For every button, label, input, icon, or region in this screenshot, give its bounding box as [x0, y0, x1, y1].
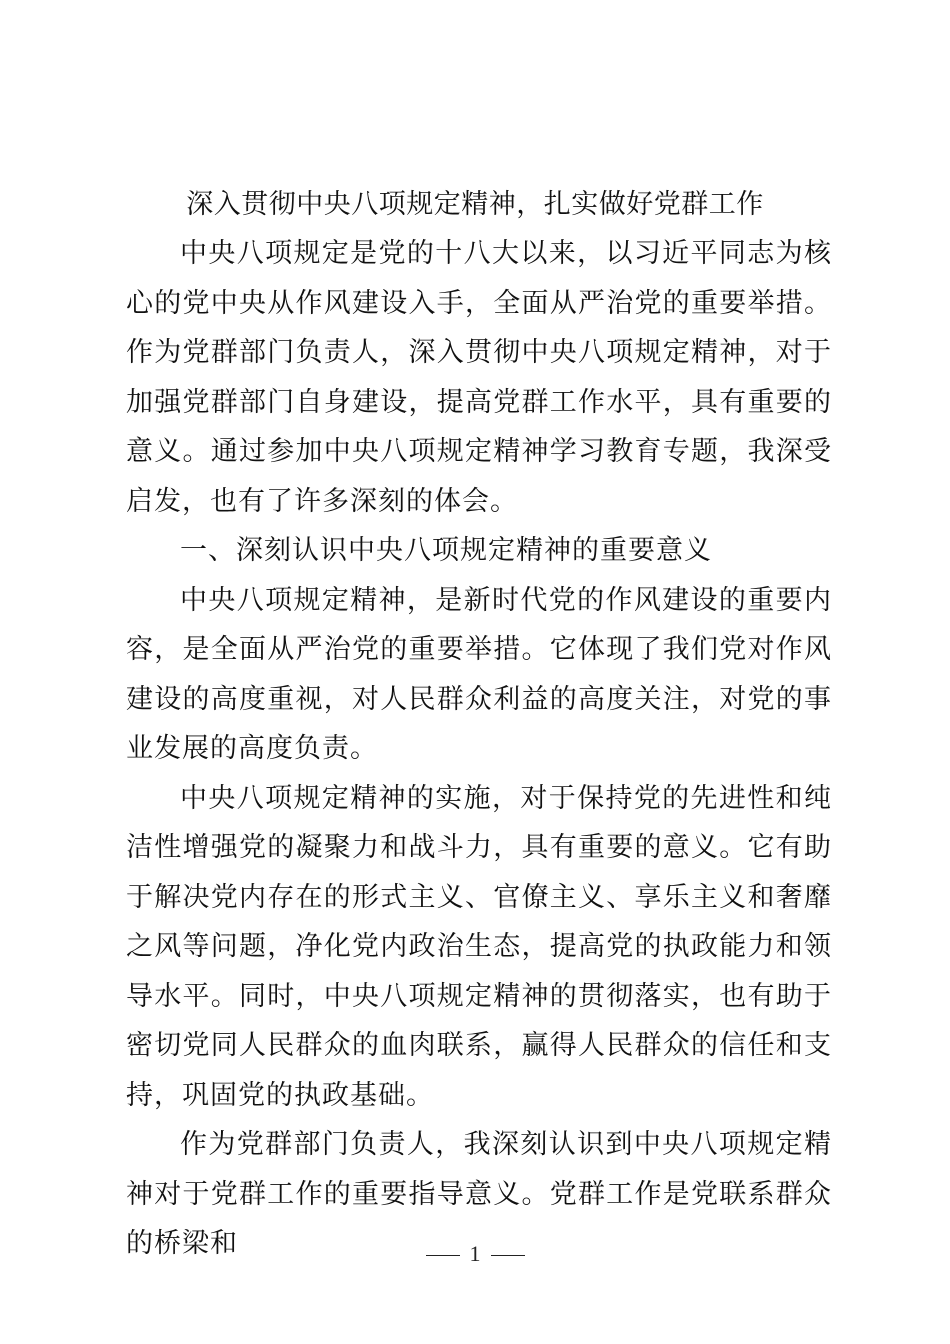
footer-dash-left: [426, 1255, 460, 1256]
document-title: 深入贯彻中央八项规定精神，扎实做好党群工作: [186, 189, 764, 220]
footer-dash-right: [491, 1255, 525, 1256]
section-heading-1: 一、深刻认识中央八项规定精神的重要意义: [180, 535, 712, 566]
paragraph-significance: 中央八项规定精神，是新时代党的作风建设的重要内容，是全面从严治党的重要举措。它体现了我们党对作风建设的高度重视，对人民群众利益的高度关注，对党的事业发展的高度负责。: [126, 584, 832, 764]
paragraph-implementation: 中央八项规定精神的实施，对于保持党的先进性和纯洁性增强党的凝聚力和战斗力，具有重要的意义。它有助于解决党内存在的形式主义、官僚主义、享乐主义和奢靡之风等问题，净化党内政治生态，提高党的执政能力和领导水平。同时，中央八项规定精神的贯彻落实，也有助于密切党同人民群众的血肉联系，赢得人民群众的信任和支持，巩固党的执政基础。: [126, 782, 832, 1111]
page-number: 1: [469, 1241, 481, 1266]
page-footer: [0, 1238, 950, 1270]
paragraph-intro: 中央八项规定是党的十八大以来，以习近平同志为核心的党中央从作风建设入手，全面从严治党的重要举措。作为党群部门负责人，深入贯彻中央八项规定精神，对于加强党群部门自身建设，提高党群工作水平，具有重要的意义。通过参加中央八项规定精神学习教育专题，我深受启发，也有了许多深刻的体会。: [126, 238, 832, 517]
paragraph-responsibility: 作为党群部门负责人，我深刻认识到中央八项规定精神对于党群工作的重要指导意义。党群工作是党联系群众的桥梁和: [126, 1129, 832, 1259]
document-body: [126, 229, 832, 1269]
